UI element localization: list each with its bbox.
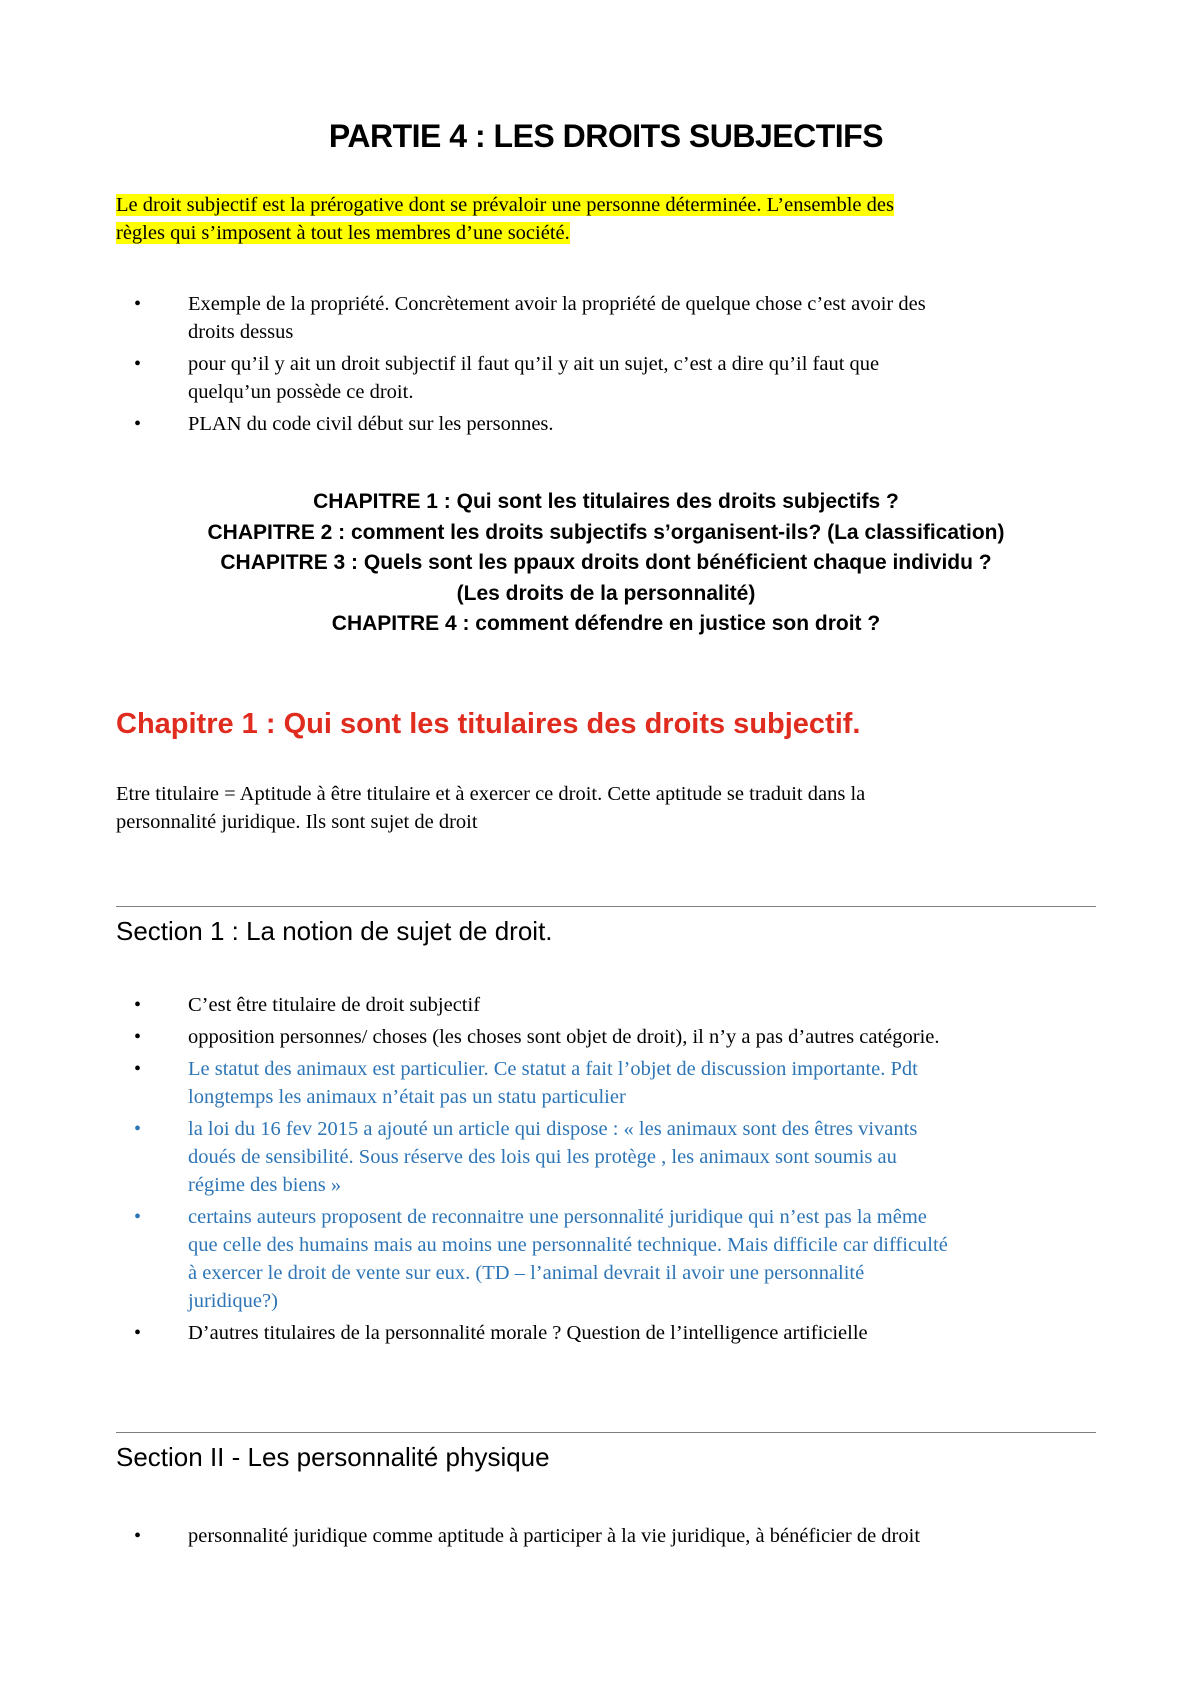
chapter-plan xyxy=(116,487,1096,640)
chapter-plan-line: (Les droits de la personnalité) xyxy=(456,581,756,605)
section-2-heading: Section II - Les personnalité physique xyxy=(116,1442,550,1472)
list-item-line: régime des biens » xyxy=(188,1174,342,1196)
bullet-icon: • xyxy=(134,1026,142,1048)
list-item xyxy=(116,1203,1096,1315)
list-item xyxy=(116,290,1096,346)
paragraph-line: Etre titulaire = Aptitude à être titulaire et à exercer ce droit. Cette aptitude se traduit dans la xyxy=(116,783,866,805)
list-item xyxy=(116,1115,1096,1199)
list-item-line: personnalité juridique comme aptitude à participer à la vie juridique, à bénéficier de droit xyxy=(188,1525,921,1547)
bullet-icon: • xyxy=(134,413,142,435)
paragraph-line: personnalité juridique. Ils sont sujet de droit xyxy=(116,811,478,833)
section-1-divider xyxy=(116,906,1096,907)
document-title: PARTIE 4 : LES DROITS SUBJECTIFS xyxy=(328,118,884,154)
list-item xyxy=(116,1319,1096,1347)
bullet-icon: • xyxy=(134,1322,142,1344)
list-item-line: opposition personnes/ choses (les choses sont objet de droit), il n’y a pas d’autres catégorie. xyxy=(188,1026,940,1048)
list-item-line: D’autres titulaires de la personnalité morale ? Question de l’intelligence artificielle xyxy=(188,1322,868,1344)
bullet-icon: • xyxy=(134,1525,142,1547)
list-item xyxy=(116,1522,1096,1550)
chapter-plan-line: CHAPITRE 3 : Quels sont les ppaux droits dont bénéficient chaque individu ? xyxy=(220,551,992,574)
section-1-bullet-list xyxy=(116,991,1096,1351)
list-item-line: pour qu’il y ait un droit subjectif il faut qu’il y ait un sujet, c’est a dire qu’il faut que xyxy=(188,353,880,375)
chapter-plan-line: CHAPITRE 4 : comment défendre en justice son droit ? xyxy=(331,612,881,635)
list-item-line: C’est être titulaire de droit subjectif xyxy=(188,994,481,1016)
list-item-line: certains auteurs proposent de reconnaitre une personnalité juridique qui n’est pas la même xyxy=(188,1206,927,1228)
chapter-plan-line: CHAPITRE 1 : Qui sont les titulaires des droits subjectifs ? xyxy=(313,490,899,513)
bullet-icon: • xyxy=(134,1058,142,1080)
bullet-icon: • xyxy=(134,353,142,375)
list-item-line: droits dessus xyxy=(188,321,294,343)
chapter-1-heading: Chapitre 1 : Qui sont les titulaires des droits subjectif. xyxy=(116,708,861,740)
list-item-line: à exercer le droit de vente sur eux. (TD – l’animal devrait il avoir une personnalité xyxy=(188,1262,865,1284)
intro-paragraph xyxy=(116,191,1076,247)
intro-line-2: règles qui s’imposent à tout les membres d’une société. xyxy=(116,222,570,244)
list-item-line: doués de sensibilité. Sous réserve des lois qui les protège , les animaux sont soumis au xyxy=(188,1146,897,1168)
chapter-plan-line: CHAPITRE 2 : comment les droits subjectifs s’organisent-ils? (La classification) xyxy=(207,520,1005,544)
list-item-line: Le statut des animaux est particulier. Ce statut a fait l’objet de discussion importante. Pdt xyxy=(188,1058,918,1080)
chapter-1-paragraph xyxy=(116,780,1076,836)
intro-bullet-list xyxy=(116,290,1096,442)
list-item-line: la loi du 16 fev 2015 a ajouté un article qui dispose : « les animaux sont des êtres vivants xyxy=(188,1118,918,1140)
list-item xyxy=(116,350,1096,406)
bullet-icon: • xyxy=(134,1206,142,1228)
list-item xyxy=(116,410,1096,438)
list-item-line: PLAN du code civil début sur les personnes. xyxy=(188,413,554,435)
list-item-line: que celle des humains mais au moins une personnalité technique. Mais difficile car difficulté xyxy=(188,1234,948,1256)
list-item-line: Exemple de la propriété. Concrètement avoir la propriété de quelque chose c’est avoir des xyxy=(188,293,926,315)
section-2-divider xyxy=(116,1432,1096,1433)
list-item xyxy=(116,1055,1096,1111)
bullet-icon: • xyxy=(134,994,142,1016)
list-item-line: quelqu’un possède ce droit. xyxy=(188,381,414,403)
section-1-heading: Section 1 : La notion de sujet de droit. xyxy=(116,916,553,946)
list-item-line: longtemps les animaux n’était pas un statu particulier xyxy=(188,1086,626,1108)
list-item xyxy=(116,1023,1096,1051)
intro-line-1: Le droit subjectif est la prérogative dont se prévaloir une personne déterminée. L’ensemble des xyxy=(116,194,894,216)
list-item-line: juridique?) xyxy=(188,1290,278,1312)
list-item xyxy=(116,991,1096,1019)
bullet-icon: • xyxy=(134,293,142,315)
bullet-icon: • xyxy=(134,1118,142,1140)
section-2-bullet-list xyxy=(116,1522,1096,1554)
